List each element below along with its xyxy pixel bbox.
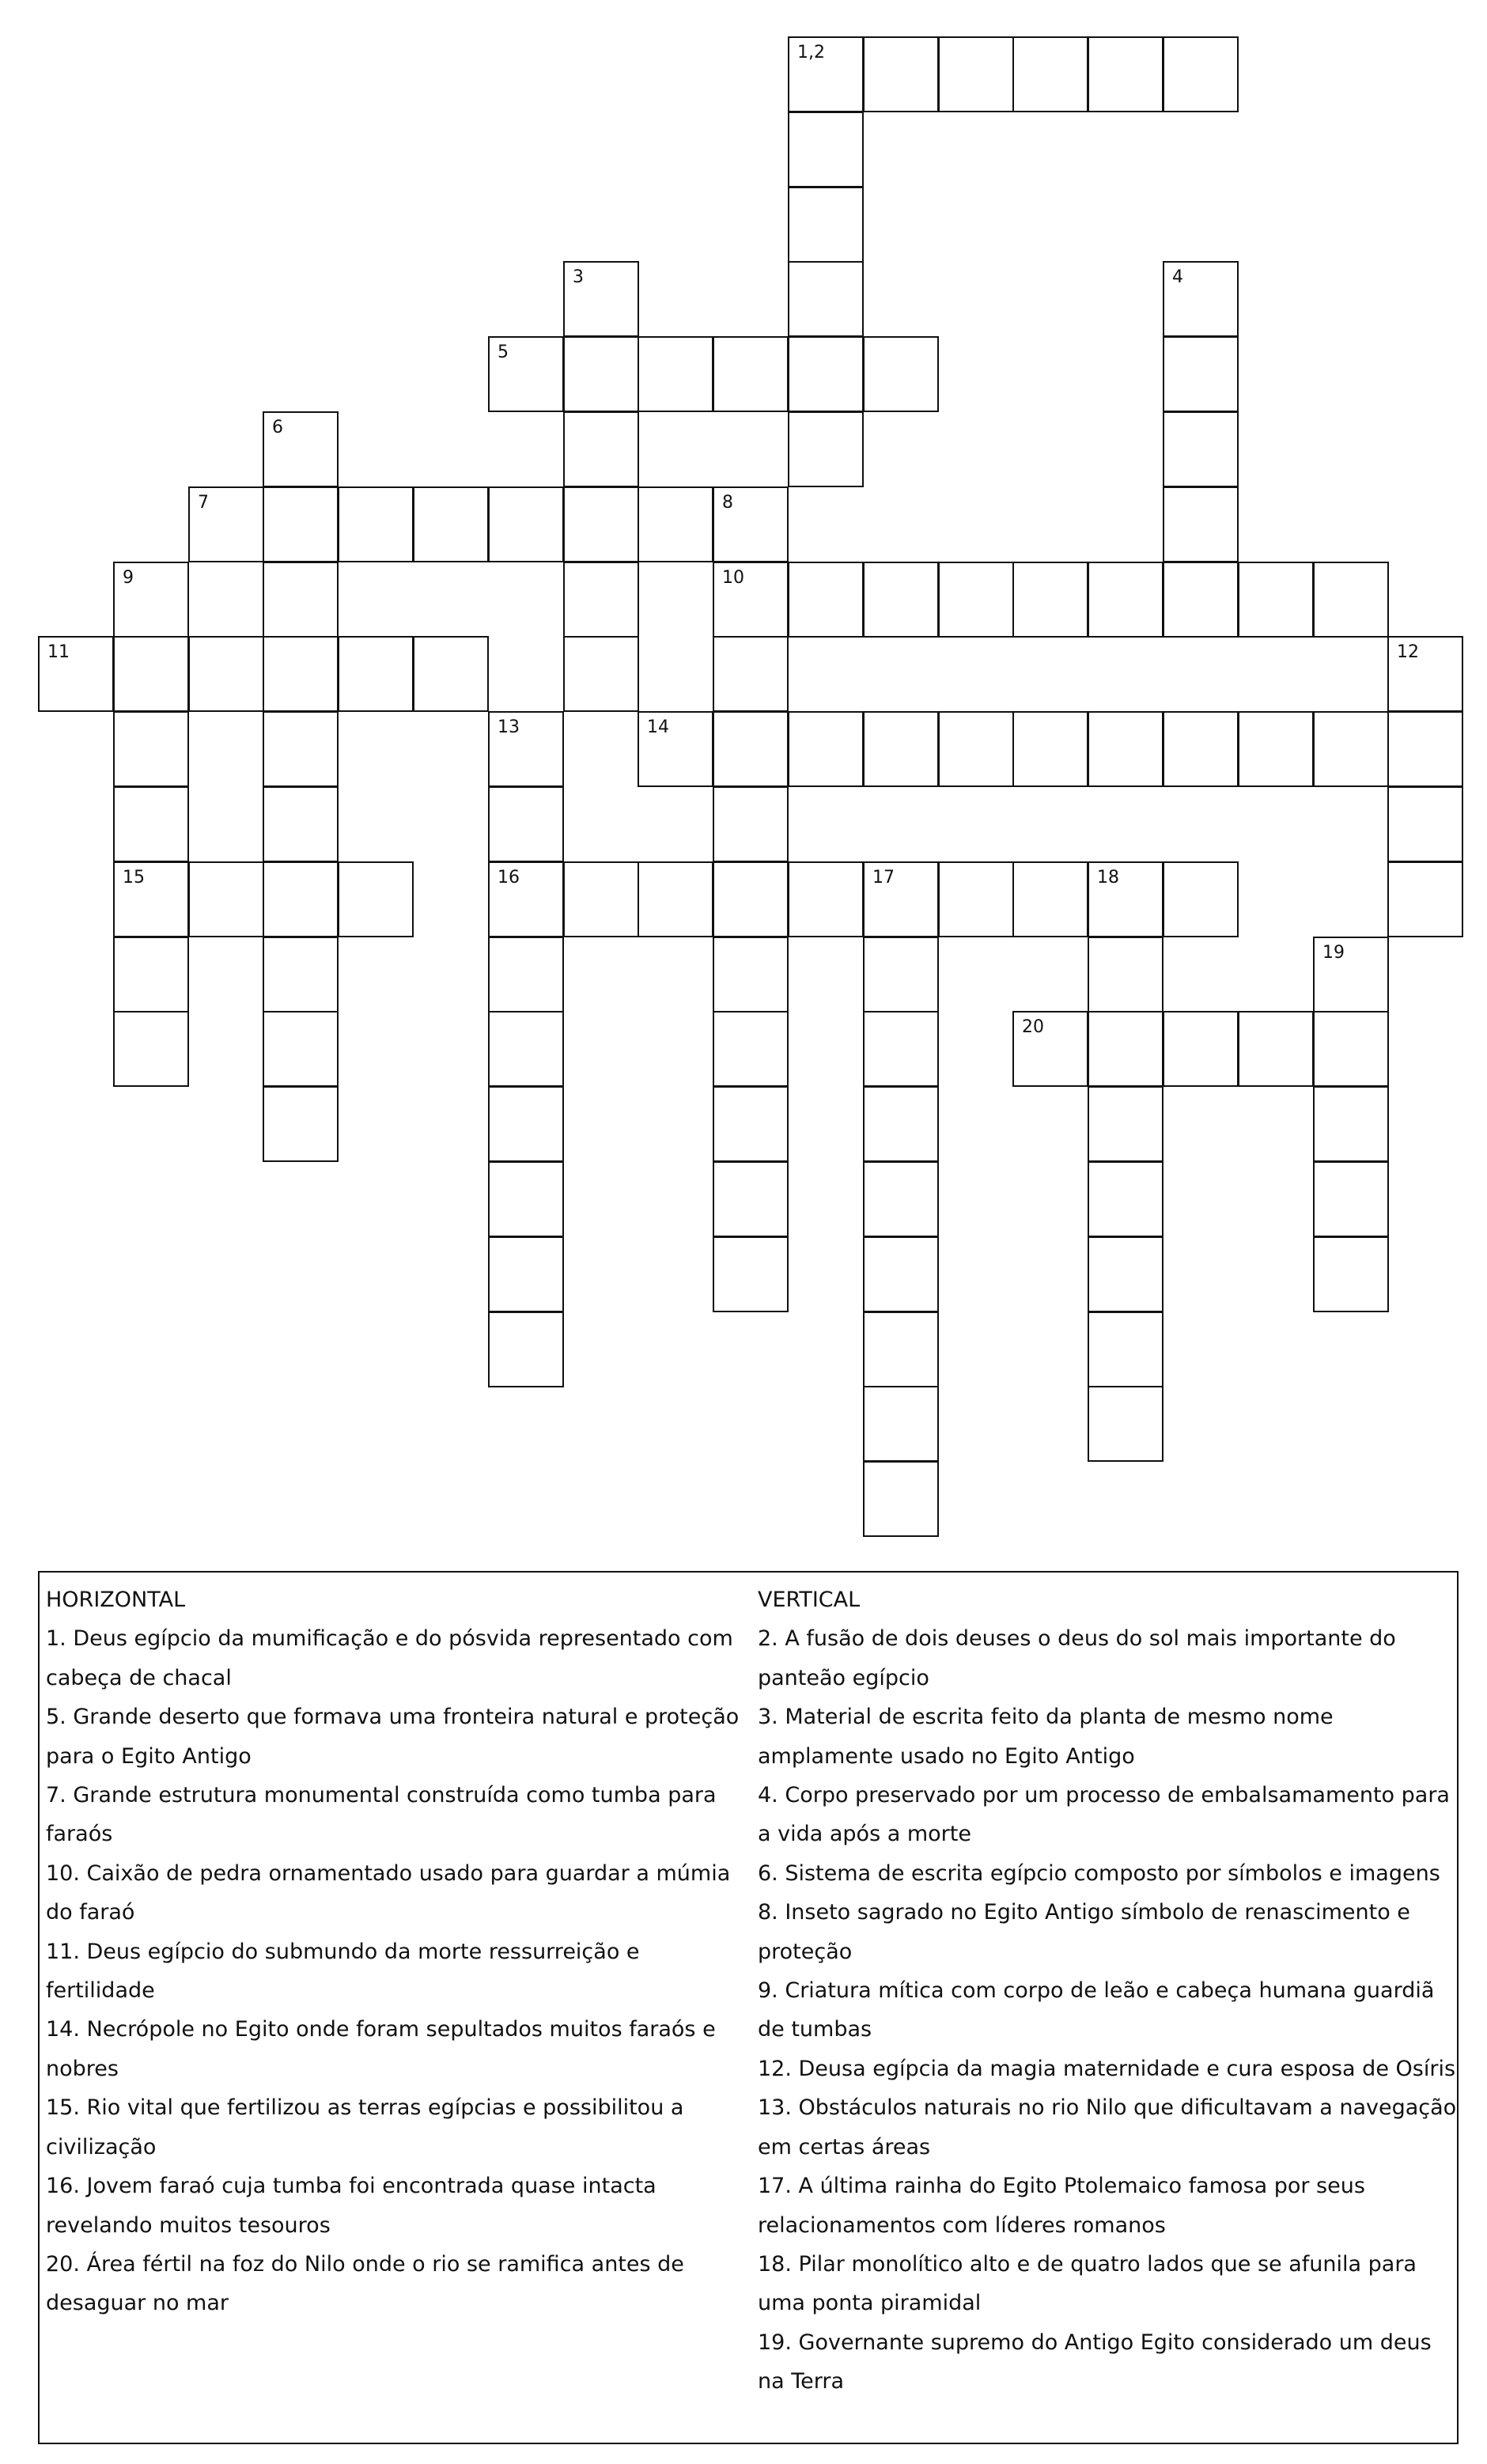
grid-cell[interactable]	[638, 336, 713, 412]
grid-cell[interactable]	[413, 636, 489, 712]
grid-cell[interactable]	[713, 636, 789, 712]
grid-cell[interactable]	[263, 861, 339, 937]
clue-across-15: 15. Rio vital que fertilizou as terras egípcias e possibilitou a civilização	[46, 2095, 684, 2159]
grid-cell[interactable]	[1313, 1086, 1389, 1162]
grid-cell[interactable]	[263, 636, 339, 712]
grid-cell[interactable]	[563, 562, 639, 638]
grid-cell[interactable]	[863, 1461, 939, 1537]
grid-cell[interactable]	[863, 1011, 939, 1087]
grid-cell[interactable]	[863, 1236, 939, 1312]
grid-cell[interactable]	[263, 937, 339, 1012]
grid-cell[interactable]	[563, 636, 639, 712]
grid-cell[interactable]	[638, 486, 713, 562]
vertical-title: VERTICAL	[758, 1588, 861, 1612]
grid-cell[interactable]	[1313, 1161, 1389, 1237]
grid-cell[interactable]	[113, 1011, 189, 1087]
grid-cell[interactable]	[338, 861, 414, 937]
grid-cell[interactable]	[488, 1311, 564, 1387]
grid-cell[interactable]	[488, 861, 564, 937]
grid-cell[interactable]	[638, 711, 713, 787]
grid-cell[interactable]	[1088, 562, 1163, 638]
grid-cell[interactable]	[788, 261, 864, 337]
clue-down-4: 4. Corpo preservado por um processo de embalsamamento para a vida após a morte	[758, 1783, 1450, 1847]
clue-number: 13	[498, 717, 520, 737]
grid-cell[interactable]	[788, 187, 864, 263]
vertical-clues-column	[758, 1580, 1462, 2402]
grid-cell[interactable]	[1088, 1311, 1163, 1387]
clue-number: 18	[1097, 868, 1119, 888]
grid-cell[interactable]	[1012, 861, 1088, 937]
grid-cell[interactable]	[338, 486, 414, 562]
grid-cell[interactable]	[1088, 1236, 1163, 1312]
grid-cell[interactable]	[938, 562, 1014, 638]
grid-cell[interactable]	[488, 1161, 564, 1237]
grid-cell[interactable]	[263, 486, 339, 562]
clue-down-12: 12. Deusa egípcia da magia maternidade e cura esposa de Osíris	[758, 2056, 1456, 2081]
grid-cell[interactable]	[713, 1011, 789, 1087]
clue-across-7: 7. Grande estrutura monumental construída como tumba para faraós	[46, 1783, 717, 1847]
grid-cell[interactable]	[263, 1086, 339, 1162]
clue-number: 19	[1322, 943, 1345, 963]
grid-cell[interactable]	[263, 786, 339, 862]
clue-down-2: 2. A fusão de dois deuses o deus do sol mais importante do panteão egípcio	[758, 1626, 1396, 1690]
grid-cell[interactable]	[713, 937, 789, 1012]
grid-cell[interactable]	[113, 636, 189, 712]
grid-cell[interactable]	[1313, 562, 1389, 638]
grid-cell[interactable]	[563, 261, 639, 337]
grid-cell[interactable]	[1012, 711, 1088, 787]
clue-number: 11	[47, 642, 70, 662]
grid-cell[interactable]	[1387, 861, 1463, 937]
grid-cell[interactable]	[713, 1236, 789, 1312]
grid-cell[interactable]	[488, 486, 564, 562]
grid-cell[interactable]	[938, 36, 1014, 112]
grid-cell[interactable]	[113, 786, 189, 862]
clue-number: 20	[1022, 1017, 1044, 1037]
grid-cell[interactable]	[938, 861, 1014, 937]
clue-down-8: 8. Inseto sagrado no Egito Antigo símbolo de renascimento e proteção	[758, 1900, 1410, 1964]
grid-cell[interactable]	[488, 336, 564, 412]
grid-cell[interactable]	[263, 1011, 339, 1087]
grid-cell[interactable]	[563, 411, 639, 487]
grid-cell[interactable]	[713, 562, 789, 638]
grid-cell[interactable]	[1313, 937, 1389, 1012]
grid-cell[interactable]	[1238, 1011, 1314, 1087]
grid-cell[interactable]	[1163, 336, 1239, 412]
grid-cell[interactable]	[788, 711, 864, 787]
grid-cell[interactable]	[1088, 1086, 1163, 1162]
grid-cell[interactable]	[1163, 261, 1239, 337]
grid-cell[interactable]	[1088, 1386, 1163, 1462]
grid-cell[interactable]	[188, 486, 264, 562]
clue-number: 6	[272, 418, 283, 437]
grid-cell[interactable]	[1163, 411, 1239, 487]
grid-cell[interactable]	[863, 36, 939, 112]
grid-cell[interactable]	[713, 486, 789, 562]
clue-number: 3	[573, 267, 584, 287]
clue-down-9: 9. Criatura mítica com corpo de leão e cabeça humana guardiã de tumbas	[758, 1978, 1435, 2042]
clue-number: 10	[722, 568, 744, 588]
grid-cell[interactable]	[1387, 636, 1463, 712]
grid-cell[interactable]	[1088, 861, 1163, 937]
grid-cell[interactable]	[1387, 786, 1463, 862]
grid-cell[interactable]	[113, 861, 189, 937]
grid-cell[interactable]	[1163, 861, 1239, 937]
grid-cell[interactable]	[488, 1236, 564, 1312]
grid-cell[interactable]	[863, 1311, 939, 1387]
grid-cell[interactable]	[788, 411, 864, 487]
grid-cell[interactable]	[863, 1161, 939, 1237]
horizontal-clues-column	[46, 1580, 742, 2323]
clue-across-1: 1. Deus egípcio da mumificação e do pósvida representado com cabeça de chacal	[46, 1626, 733, 1690]
grid-cell[interactable]	[488, 786, 564, 862]
grid-cell[interactable]	[113, 937, 189, 1012]
grid-cell[interactable]	[863, 1086, 939, 1162]
grid-cell[interactable]	[413, 486, 489, 562]
grid-cell[interactable]	[563, 486, 639, 562]
grid-cell[interactable]	[713, 786, 789, 862]
grid-cell[interactable]	[938, 711, 1014, 787]
grid-cell[interactable]	[863, 861, 939, 937]
grid-cell[interactable]	[713, 1161, 789, 1237]
clue-number: 5	[498, 343, 509, 362]
clue-number: 12	[1397, 642, 1419, 662]
clue-number: 14	[647, 717, 669, 737]
grid-cell[interactable]	[863, 1386, 939, 1462]
clue-number: 16	[498, 868, 520, 888]
clue-down-19: 19. Governante supremo do Antigo Egito considerado um deus na Terra	[758, 2330, 1432, 2394]
grid-cell[interactable]	[713, 336, 789, 412]
grid-cell[interactable]	[788, 562, 864, 638]
clue-down-3: 3. Material de escrita feito da planta de mesmo nome amplamente usado no Egito Antigo	[758, 1705, 1334, 1769]
clue-across-20: 20. Área fértil na foz do Nilo onde o rio se ramifica antes de desaguar no mar	[46, 2251, 684, 2316]
clue-down-18: 18. Pilar monolítico alto e de quatro lados que se afunila para uma ponta piramidal	[758, 2251, 1417, 2316]
clue-number: 7	[198, 493, 209, 513]
grid-cell[interactable]	[1163, 1011, 1239, 1087]
grid-cell[interactable]	[563, 336, 639, 412]
clue-number: 9	[123, 568, 134, 588]
grid-cell[interactable]	[788, 861, 864, 937]
clue-across-5: 5. Grande deserto que formava uma fronteira natural e proteção para o Egito Antigo	[46, 1705, 740, 1769]
grid-cell[interactable]	[1088, 937, 1163, 1012]
grid-cell[interactable]	[1313, 1011, 1389, 1087]
clue-down-17: 17. A última rainha do Egito Ptolemaico famosa por seus relacionamentos com líderes romanos	[758, 2174, 1365, 2238]
grid-cell[interactable]	[1163, 486, 1239, 562]
grid-cell[interactable]	[1088, 1011, 1163, 1087]
grid-cell[interactable]	[788, 36, 864, 112]
clue-number: 17	[872, 868, 895, 888]
clue-down-6: 6. Sistema de escrita egípcio composto por símbolos e imagens	[758, 1860, 1440, 1886]
grid-cell[interactable]	[1012, 36, 1088, 112]
grid-cell[interactable]	[1088, 1161, 1163, 1237]
clue-across-10: 10. Caixão de pedra ornamentado usado para guardar a múmia do faraó	[46, 1860, 731, 1925]
grid-cell[interactable]	[1012, 562, 1088, 638]
grid-cell[interactable]	[713, 861, 789, 937]
grid-cell[interactable]	[488, 711, 564, 787]
clue-number: 1,2	[797, 43, 825, 62]
grid-cell[interactable]	[1163, 562, 1239, 638]
clue-across-16: 16. Jovem faraó cuja tumba foi encontrada quase intacta revelando muitos tesouros	[46, 2174, 656, 2238]
grid-cell[interactable]	[863, 562, 939, 638]
grid-cell[interactable]	[863, 937, 939, 1012]
clue-across-11: 11. Deus egípcio do submundo da morte ressurreição e fertilidade	[46, 1939, 640, 2004]
grid-cell[interactable]	[1088, 36, 1163, 112]
clue-number: 8	[722, 493, 733, 513]
grid-cell[interactable]	[38, 636, 114, 712]
grid-cell[interactable]	[263, 562, 339, 638]
grid-cell[interactable]	[488, 937, 564, 1012]
grid-cell[interactable]	[1313, 711, 1389, 787]
grid-cell[interactable]	[563, 861, 639, 937]
grid-cell[interactable]	[488, 1011, 564, 1087]
grid-cell[interactable]	[263, 711, 339, 787]
grid-cell[interactable]	[1238, 562, 1314, 638]
grid-cell[interactable]	[1387, 711, 1463, 787]
grid-cell[interactable]	[713, 1086, 789, 1162]
grid-cell[interactable]	[113, 711, 189, 787]
clue-across-14: 14. Necrópole no Egito onde foram sepultados muitos faraós e nobres	[46, 2017, 716, 2081]
grid-cell[interactable]	[188, 861, 264, 937]
clues-box	[38, 1571, 1459, 2444]
grid-cell[interactable]	[638, 861, 713, 937]
clue-number: 15	[123, 868, 145, 888]
grid-cell[interactable]	[788, 336, 864, 412]
grid-cell[interactable]	[1088, 711, 1163, 787]
grid-cell[interactable]	[188, 636, 264, 712]
grid-cell[interactable]	[263, 411, 339, 487]
horizontal-title: HORIZONTAL	[46, 1588, 186, 1612]
grid-cell[interactable]	[788, 112, 864, 187]
grid-cell[interactable]	[338, 636, 414, 712]
grid-cell[interactable]	[863, 711, 939, 787]
grid-cell[interactable]	[1313, 1236, 1389, 1312]
clue-number: 4	[1172, 267, 1183, 287]
grid-cell[interactable]	[488, 1086, 564, 1162]
clue-down-13: 13. Obstáculos naturais no rio Nilo que dificultavam a navegação em certas áreas	[758, 2095, 1457, 2159]
grid-cell[interactable]	[1163, 36, 1239, 112]
grid-cell[interactable]	[863, 336, 939, 412]
grid-cell[interactable]	[1163, 711, 1239, 787]
grid-cell[interactable]	[713, 711, 789, 787]
grid-cell[interactable]	[1238, 711, 1314, 787]
grid-cell[interactable]	[1012, 1011, 1088, 1087]
grid-cell[interactable]	[113, 562, 189, 638]
